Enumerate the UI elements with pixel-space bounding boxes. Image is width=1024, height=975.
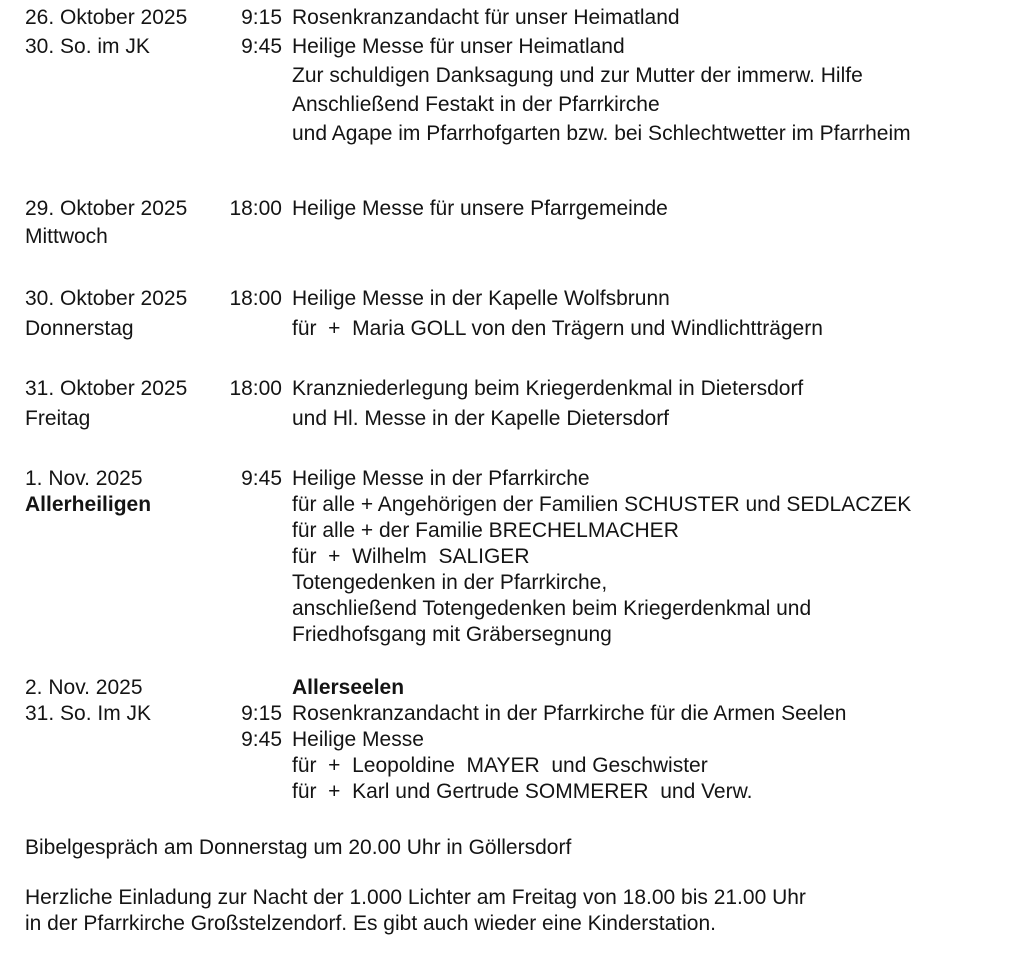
schedule-row xyxy=(25,701,1010,727)
description-cell: Friedhofsgang mit Gräbersegnung xyxy=(292,623,612,646)
date-cell xyxy=(25,61,225,90)
schedule-row xyxy=(25,518,1010,544)
date-cell: Mittwoch xyxy=(25,225,108,248)
time-cell xyxy=(225,622,282,648)
time-cell xyxy=(225,223,282,251)
time-cell xyxy=(225,596,282,622)
time-cell: 9:15 xyxy=(241,702,282,725)
schedule-row xyxy=(25,570,1010,596)
date-cell xyxy=(25,570,225,596)
date-cell: Donnerstag xyxy=(25,317,134,340)
schedule-row xyxy=(25,596,1010,622)
schedule-row xyxy=(25,753,1010,779)
description-cell: Heilige Messe in der Kapelle Wolfsbrunn xyxy=(292,287,670,310)
schedule-entry-oct30 xyxy=(25,284,1010,344)
description-cell-allerseelen: Allerseelen xyxy=(292,676,405,699)
schedule-row xyxy=(25,119,1010,148)
schedule-row xyxy=(25,314,1010,344)
date-cell xyxy=(25,596,225,622)
date-cell: 31. Oktober 2025 xyxy=(25,377,188,400)
date-cell: 31. So. Im JK xyxy=(25,702,152,725)
time-cell: 9:15 xyxy=(241,6,282,29)
note-nacht-der-lichter-line1: Herzliche Einladung zur Nacht der 1.000 Lichter am Freitag von 18.00 bis 21.00 Uhr xyxy=(25,886,806,909)
description-cell: Heilige Messe xyxy=(292,728,424,751)
schedule-row xyxy=(25,284,1010,314)
time-cell xyxy=(225,675,282,701)
schedule-entry-oct31 xyxy=(25,374,1010,434)
schedule-row xyxy=(25,90,1010,119)
description-cell: Rosenkranzandacht in der Pfarrkirche für die Armen Seelen xyxy=(292,702,847,725)
schedule-entry-oct26 xyxy=(25,3,1010,148)
date-cell: 1. Nov. 2025 xyxy=(25,467,143,490)
description-cell: und Agape im Pfarrhofgarten bzw. bei Schlechtwetter im Pfarrheim xyxy=(292,122,911,145)
time-cell xyxy=(225,570,282,596)
schedule-row xyxy=(25,3,1010,32)
time-cell xyxy=(225,492,282,518)
schedule-row xyxy=(25,675,1010,701)
date-cell-allerheiligen: Allerheiligen xyxy=(25,493,152,516)
schedule-row xyxy=(25,195,1010,223)
description-cell: Totengedenken in der Pfarrkirche, xyxy=(292,571,608,594)
schedule-row xyxy=(25,404,1010,434)
description-cell: für + Maria GOLL von den Trägern und Windlichtträgern xyxy=(292,317,823,340)
description-cell: für alle + der Familie BRECHELMACHER xyxy=(292,519,679,542)
time-cell xyxy=(225,61,282,90)
description-cell: für + Karl und Gertrude SOMMERER und Verw. xyxy=(292,780,753,803)
schedule-row xyxy=(25,374,1010,404)
schedule-row xyxy=(25,61,1010,90)
note-bibelgespraech: Bibelgespräch am Donnerstag um 20.00 Uhr in Göllersdorf xyxy=(25,836,572,859)
schedule-row xyxy=(25,727,1010,753)
description-cell: Kranzniederlegung beim Kriegerdenkmal in Dietersdorf xyxy=(292,377,804,400)
schedule-row xyxy=(25,779,1010,805)
date-cell xyxy=(25,544,225,570)
date-cell: 26. Oktober 2025 xyxy=(25,6,188,29)
description-cell: Heilige Messe für unser Heimatland xyxy=(292,35,625,58)
description-cell: Heilige Messe für unsere Pfarrgemeinde xyxy=(292,197,668,220)
description-cell: für alle + Angehörigen der Familien SCHUSTER und SEDLACZEK xyxy=(292,493,912,516)
note-nacht-der-lichter-line2: in der Pfarrkirche Großstelzendorf. Es gibt auch wieder eine Kinderstation. xyxy=(25,912,717,935)
description-cell: und Hl. Messe in der Kapelle Dietersdorf xyxy=(292,407,670,430)
time-cell xyxy=(225,544,282,570)
date-cell xyxy=(25,518,225,544)
description-cell: Rosenkranzandacht für unser Heimatland xyxy=(292,6,680,29)
time-cell xyxy=(225,314,282,344)
date-cell xyxy=(25,90,225,119)
time-cell xyxy=(225,119,282,148)
description-cell: Anschließend Festakt in der Pfarrkirche xyxy=(292,93,660,116)
time-cell xyxy=(225,518,282,544)
schedule-entry-nov1-allerheiligen xyxy=(25,466,1010,648)
time-cell xyxy=(225,90,282,119)
date-cell: 29. Oktober 2025 xyxy=(25,197,188,220)
date-cell xyxy=(25,622,225,648)
time-cell xyxy=(225,404,282,434)
description-cell: Heilige Messe in der Pfarrkirche xyxy=(292,467,590,490)
date-cell: 30. Oktober 2025 xyxy=(25,287,188,310)
date-cell xyxy=(25,119,225,148)
description-cell: für + Wilhelm SALIGER xyxy=(292,545,530,568)
date-cell: 30. So. im JK xyxy=(25,35,150,58)
date-cell: Freitag xyxy=(25,407,91,430)
date-cell: 2. Nov. 2025 xyxy=(25,676,143,699)
time-cell: 18:00 xyxy=(229,377,282,400)
time-cell xyxy=(225,779,282,805)
time-cell: 9:45 xyxy=(241,467,282,490)
schedule-row xyxy=(25,622,1010,648)
schedule-entry-oct29 xyxy=(25,195,1010,251)
date-cell xyxy=(25,727,225,753)
time-cell: 18:00 xyxy=(229,197,282,220)
description-cell xyxy=(282,223,1010,251)
schedule-row xyxy=(25,466,1010,492)
time-cell: 18:00 xyxy=(229,287,282,310)
time-cell: 9:45 xyxy=(241,728,282,751)
time-cell xyxy=(225,753,282,779)
date-cell xyxy=(25,753,225,779)
schedule-row xyxy=(25,223,1010,251)
date-cell xyxy=(25,779,225,805)
schedule-entry-nov2-allerseelen xyxy=(25,675,1010,805)
schedule-row xyxy=(25,492,1010,518)
time-cell: 9:45 xyxy=(241,35,282,58)
description-cell: anschließend Totengedenken beim Kriegerdenkmal und xyxy=(292,597,812,620)
description-cell: für + Leopoldine MAYER und Geschwister xyxy=(292,754,708,777)
description-cell: Zur schuldigen Danksagung und zur Mutter der immerw. Hilfe xyxy=(292,64,863,87)
schedule-row xyxy=(25,544,1010,570)
note-nacht-der-lichter xyxy=(25,885,1010,937)
schedule-row xyxy=(25,32,1010,61)
